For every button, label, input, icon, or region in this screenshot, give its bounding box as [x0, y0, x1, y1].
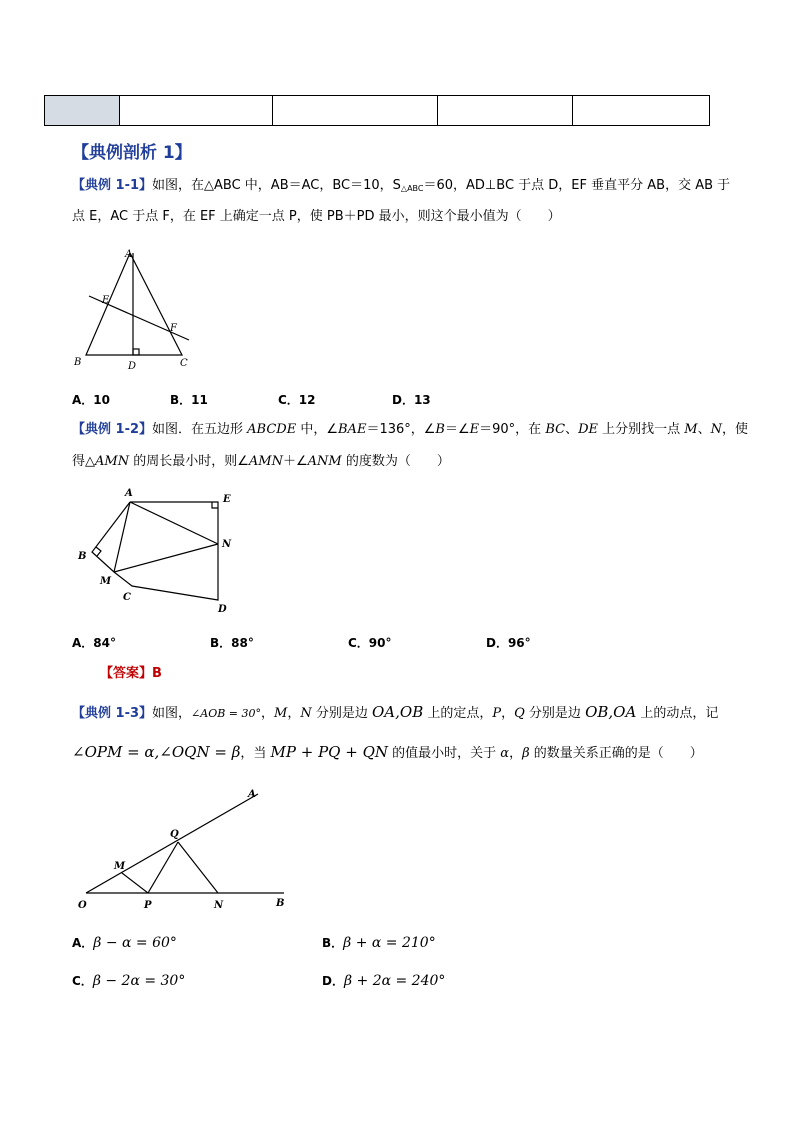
ex2-math: ANM	[307, 454, 342, 469]
label-b: B	[276, 898, 285, 909]
ex1-option-d[interactable]: D．13	[392, 393, 431, 407]
label-e: E	[102, 295, 110, 306]
segment-qn	[178, 842, 218, 893]
ex1-option-c[interactable]: C．12	[278, 393, 316, 407]
ex2-math: DE	[578, 422, 598, 437]
ex2-text: ＋∠	[282, 454, 308, 469]
ex3-text: 上的定点，	[423, 706, 493, 721]
header-cell	[120, 96, 273, 126]
ex3-math: α	[500, 746, 510, 761]
option-expr: β − α = 60°	[93, 935, 177, 951]
label-b: B	[74, 357, 82, 368]
ex1-text: 如图，在△ABC 中，AB＝AC，BC＝10，S	[152, 178, 401, 193]
ex2-text: 如图．在五边形	[152, 422, 248, 437]
ex3-math: ∠AOB = 30°	[191, 707, 262, 720]
label-a: A	[248, 789, 256, 800]
ex3-option-c[interactable]	[72, 972, 185, 989]
label-m: M	[114, 861, 126, 872]
section-title: 【典例剖析 1】	[72, 143, 192, 163]
ex2-text: 中，∠	[296, 422, 338, 437]
ex3-text: ，	[501, 706, 515, 721]
ex3-text: 上的动点，记	[636, 706, 719, 721]
ex3-math: β	[522, 746, 530, 761]
ex3-math: OA,OB	[372, 703, 424, 721]
ex1-option-b[interactable]: B．11	[170, 393, 208, 407]
ex2-math: BC	[545, 422, 566, 437]
segment-pq	[148, 842, 178, 893]
ex3-text: 分别是边	[524, 706, 586, 721]
ex2-text: 的度数为（ ）	[341, 454, 450, 469]
ex3-text: ，	[261, 706, 275, 721]
option-expr: β − 2α = 30°	[92, 973, 186, 989]
ex3-math: N	[300, 706, 312, 721]
ex3-text: ，	[287, 706, 301, 721]
label-n: N	[222, 539, 232, 550]
segment-an	[130, 502, 218, 544]
ex2-math: B	[435, 422, 445, 437]
ex3-text: ，当	[240, 746, 271, 761]
label-d: D	[128, 361, 137, 372]
ex2-math: AMN	[95, 454, 130, 469]
ex2-math: AMN	[248, 454, 283, 469]
label-q: Q	[170, 829, 179, 840]
label-a: A	[125, 488, 133, 499]
option-letter: C．	[72, 974, 93, 988]
ex3-math: Q	[514, 706, 525, 721]
ex3-text: 的数量关系正确的是（ ）	[529, 746, 703, 761]
label-p: P	[144, 900, 152, 911]
ex2-text: 、	[697, 422, 711, 437]
answer-value: B	[152, 666, 162, 681]
label-n: N	[214, 900, 224, 911]
ex1-option-a[interactable]: A．10	[72, 393, 110, 407]
ex3-line1	[72, 703, 718, 723]
ex2-option-a[interactable]: A．84°	[72, 636, 116, 650]
ex3-text: 如图，	[152, 706, 192, 721]
segment-mn	[114, 544, 218, 572]
ex3-math: OB,OA	[585, 703, 637, 721]
ex2-tag: 【典例 1-2】	[72, 422, 153, 437]
option-letter: D．	[322, 974, 344, 988]
label-f: F	[170, 323, 177, 334]
ex2-text: 、	[565, 422, 579, 437]
ex2-math: N	[710, 422, 722, 437]
header-cell	[438, 96, 573, 126]
ex2-option-c[interactable]: C．90°	[348, 636, 392, 650]
right-angle-mark-e	[212, 502, 218, 508]
ex2-text: 上分别找一点	[598, 422, 685, 437]
ex3-option-d[interactable]	[322, 972, 445, 989]
ex3-line2	[72, 743, 703, 763]
ex3-math: P	[492, 706, 502, 721]
ex3-option-a[interactable]	[72, 934, 177, 951]
label-a: A	[125, 249, 133, 260]
ex2-math: M	[684, 422, 698, 437]
ex3-text: ，	[509, 746, 523, 761]
segment-mp	[122, 873, 148, 893]
label-b: B	[78, 551, 87, 562]
ex2-text: ＝136°，∠	[366, 422, 436, 437]
ex1-sub: △ABC	[400, 184, 424, 193]
ray-oa	[86, 794, 258, 893]
ex3-math: M	[274, 706, 288, 721]
ex3-option-b[interactable]	[322, 934, 436, 951]
ex3-math: MP + PQ + QN	[270, 743, 389, 761]
label-m: M	[100, 576, 112, 587]
ex2-math: ABCDE	[247, 422, 297, 437]
ex2-line1	[72, 421, 748, 439]
ex3-figure	[72, 784, 302, 914]
ex2-option-d[interactable]: D．96°	[486, 636, 531, 650]
ex1-tag: 【典例 1-1】	[72, 178, 153, 193]
ex2-text: ＝∠	[444, 422, 470, 437]
ex2-answer	[100, 665, 162, 683]
ex1-line1	[72, 177, 730, 198]
ex2-text: 得△	[72, 454, 95, 469]
ex1-text: ＝60，AD⊥BC 于点 D，EF 垂直平分 AB，交 AB 于	[423, 178, 731, 193]
option-expr: β + 2α = 240°	[343, 973, 446, 989]
right-angle-mark	[133, 349, 139, 355]
ex3-tag: 【典例 1-3】	[72, 706, 153, 721]
option-letter: B．	[322, 936, 344, 950]
label-e: E	[223, 494, 231, 505]
ex2-line2	[72, 453, 450, 471]
header-table	[44, 95, 710, 126]
ex2-text: ，使	[721, 422, 748, 437]
ex2-math: E	[469, 422, 480, 437]
right-angle-mark-b	[96, 547, 101, 556]
option-letter: A．	[72, 936, 94, 950]
ex1-figure	[70, 245, 200, 375]
label-d: D	[218, 604, 227, 615]
header-cell	[273, 96, 438, 126]
ex1-line2: 点 E，AC 于点 F，在 EF 上确定一点 P，使 PB＋PD 最小，则这个最小值为（ ）	[72, 209, 561, 224]
label-c: C	[123, 592, 131, 603]
answer-tag: 【答案】	[100, 666, 153, 681]
ex3-text: 分别是边	[311, 706, 372, 721]
ex2-figure	[72, 482, 252, 622]
ex3-text: 的值最小时，关于	[388, 746, 501, 761]
option-expr: β + α = 210°	[343, 935, 436, 951]
label-c: C	[180, 358, 188, 369]
ex2-option-b[interactable]: B．88°	[210, 636, 254, 650]
ex2-text: 的周长最小时，则∠	[129, 454, 249, 469]
header-cell	[45, 96, 120, 126]
label-o: O	[78, 900, 87, 911]
ex2-text: ＝90°，在	[479, 422, 546, 437]
ex2-math: BAE	[338, 422, 367, 437]
ex3-math: ∠OPM = α,∠OQN = β	[72, 743, 241, 761]
triangle-abc	[86, 253, 182, 355]
header-cell	[573, 96, 710, 126]
